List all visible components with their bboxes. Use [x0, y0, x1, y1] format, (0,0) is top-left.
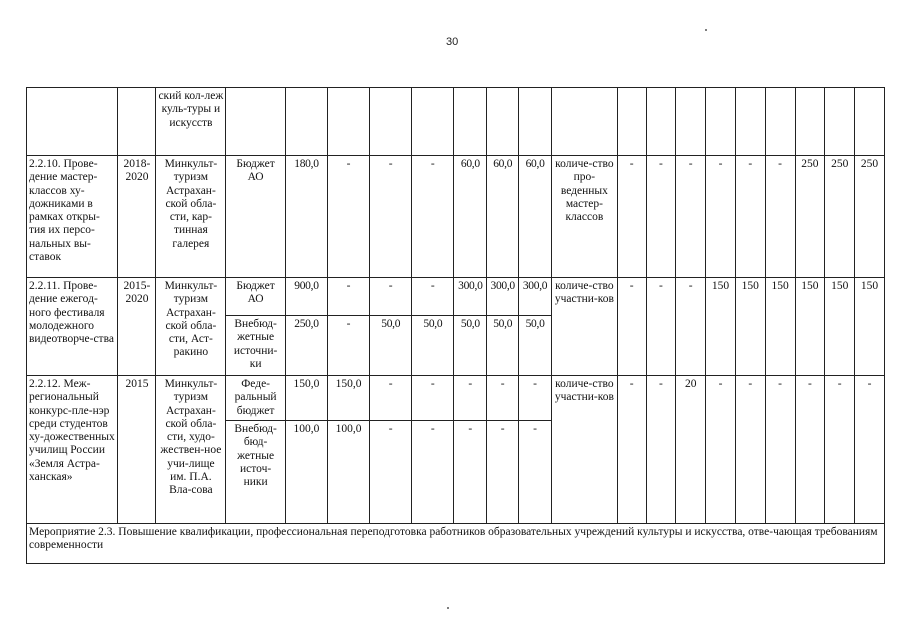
finance-cell: 50,0: [519, 316, 552, 376]
measure-name: 2.2.10. Прове-дение мастер-классов ху-дожниками в рамках откры-тия их персо-нальных вы-ставок: [27, 156, 118, 278]
executor-cell: Минкульт-туризм Астрахан-ской обла-сти, Аст-ракино: [156, 278, 226, 376]
indicator-value: 250: [855, 156, 885, 278]
measure-name: 2.2.11. Прове-дение ежегод-ного фестиваля молодежного видеотворче-ства: [27, 278, 118, 376]
finance-cell: -: [454, 376, 487, 421]
finance-cell: -: [370, 376, 412, 421]
finance-cell: 100,0: [328, 421, 370, 524]
indicator-value: -: [617, 278, 646, 376]
table-row: [27, 524, 885, 564]
indicator-value: -: [706, 376, 736, 524]
scan-speck: [705, 29, 707, 31]
activity-heading: Мероприятие 2.3. Повышение квалификации, профессиональная переподготовка работников образовательных учреждений культуры и искусства, отве-чающая требованиям современности: [27, 524, 885, 564]
indicator-value: -: [646, 278, 676, 376]
finance-cell: 300,0: [454, 278, 487, 316]
indicator-value: -: [735, 156, 765, 278]
table-row: [27, 278, 885, 316]
finance-cell: -: [370, 278, 412, 316]
source-cell: Внебюд-бюд-жетные источ-ники: [226, 421, 286, 524]
indicator-value: -: [676, 278, 706, 376]
finance-cell: 60,0: [519, 156, 552, 278]
finance-cell: 50,0: [370, 316, 412, 376]
finance-cell: -: [328, 316, 370, 376]
indicator-value: -: [617, 156, 646, 278]
finance-cell: 60,0: [487, 156, 519, 278]
indicator-value: 150: [795, 278, 825, 376]
table-row: [27, 88, 885, 156]
indicator-value: -: [676, 156, 706, 278]
source-cell: Бюджет АО: [226, 278, 286, 316]
executor-cell: ский кол-леж куль-туры и искусств: [156, 88, 226, 156]
finance-cell: 100,0: [285, 421, 327, 524]
indicator-value: 150: [855, 278, 885, 376]
indicator-value: -: [617, 376, 646, 524]
finance-cell: -: [412, 421, 454, 524]
finance-cell: -: [412, 156, 454, 278]
finance-cell: -: [454, 421, 487, 524]
indicator-cell: количе-ство про-веденных мастер-классов: [552, 156, 618, 278]
indicator-value: 150: [735, 278, 765, 376]
indicator-value: -: [646, 376, 676, 524]
years-cell: 2018-2020: [118, 156, 156, 278]
finance-cell: 60,0: [454, 156, 487, 278]
finance-cell: 150,0: [328, 376, 370, 421]
finance-cell: 150,0: [285, 376, 327, 421]
indicator-value: -: [825, 376, 855, 524]
table-row: [27, 376, 885, 421]
finance-cell: 250,0: [285, 316, 327, 376]
measure-name: 2.2.12. Меж-региональный конкурс-пле-нэр среди студентов ху-дожественных училищ России «Земля Астра-ханская»: [27, 376, 118, 524]
finance-cell: -: [328, 278, 370, 316]
finance-cell: 300,0: [519, 278, 552, 316]
finance-cell: -: [370, 421, 412, 524]
finance-cell: -: [328, 156, 370, 278]
indicator-value: -: [706, 156, 736, 278]
finance-cell: -: [519, 421, 552, 524]
indicator-value: 150: [825, 278, 855, 376]
indicator-value: 20: [676, 376, 706, 524]
indicator-value: -: [735, 376, 765, 524]
finance-cell: -: [487, 376, 519, 421]
finance-cell: 50,0: [412, 316, 454, 376]
source-cell: Внебюд-жетные источни-ки: [226, 316, 286, 376]
program-table: [26, 87, 885, 564]
indicator-value: -: [765, 156, 795, 278]
indicator-value: 150: [765, 278, 795, 376]
finance-cell: 50,0: [454, 316, 487, 376]
indicator-value: -: [855, 376, 885, 524]
indicator-value: 250: [795, 156, 825, 278]
indicator-cell: количе-ство участни-ков: [552, 376, 618, 524]
indicator-value: 150: [706, 278, 736, 376]
finance-cell: -: [370, 156, 412, 278]
finance-cell: 50,0: [487, 316, 519, 376]
finance-cell: 300,0: [487, 278, 519, 316]
indicator-cell: количе-ство участни-ков: [552, 278, 618, 376]
finance-cell: 180,0: [285, 156, 327, 278]
indicator-value: -: [646, 156, 676, 278]
finance-cell: 900,0: [285, 278, 327, 316]
finance-cell: -: [412, 376, 454, 421]
years-cell: 2015: [118, 376, 156, 524]
source-cell: Феде-ральный бюджет: [226, 376, 286, 421]
finance-cell: -: [412, 278, 454, 316]
source-cell: Бюджет АО: [226, 156, 286, 278]
executor-cell: Минкульт-туризм Астрахан-ской обла-сти, худо-жествен-ное учи-лище им. П.А. Вла-сова: [156, 376, 226, 524]
years-cell: 2015-2020: [118, 278, 156, 376]
indicator-value: 250: [825, 156, 855, 278]
page-number: 30: [446, 36, 459, 48]
finance-cell: -: [487, 421, 519, 524]
table-row: [27, 156, 885, 278]
scan-speck: [447, 607, 449, 609]
indicator-value: -: [765, 376, 795, 524]
indicator-value: -: [795, 376, 825, 524]
finance-cell: -: [519, 376, 552, 421]
executor-cell: Минкульт-туризм Астрахан-ской обла-сти, кар-тинная галерея: [156, 156, 226, 278]
